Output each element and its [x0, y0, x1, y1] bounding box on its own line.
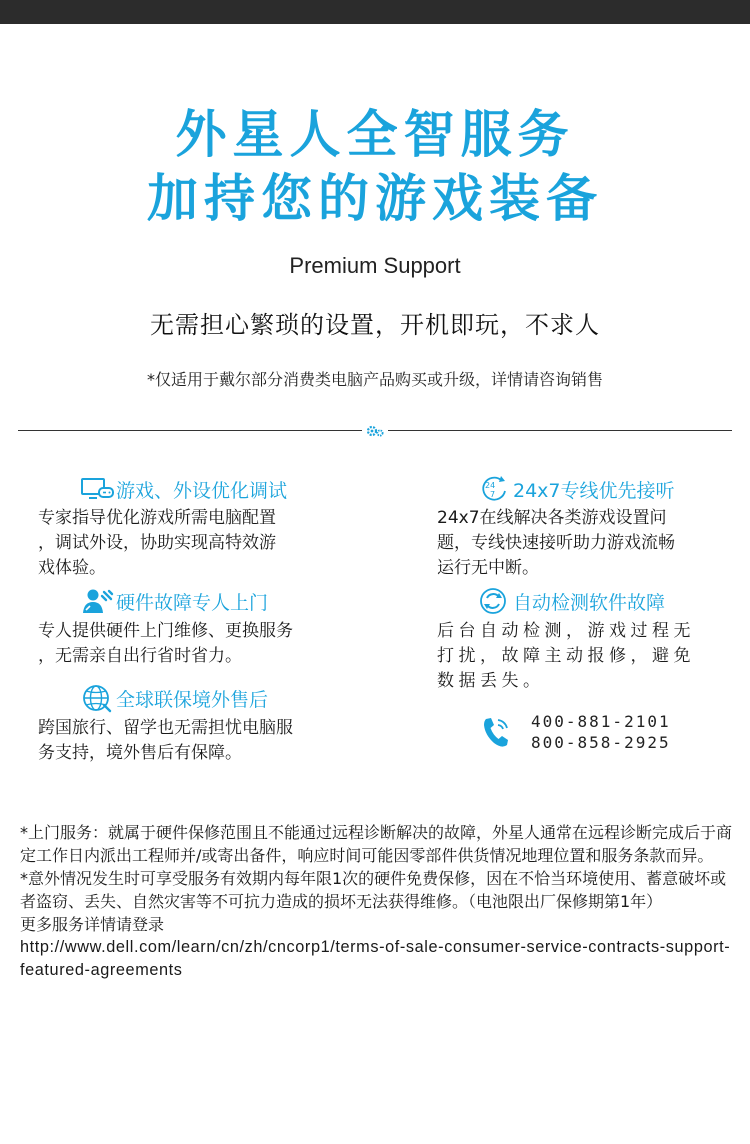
top-bar: [0, 0, 750, 24]
feature-global-text: [38, 716, 293, 766]
24-7-icon: [477, 474, 511, 504]
terms-url-link[interactable]: http://www.dell.com/learn/cn/zh/cncorp1/terms-of-sale-consumer-service-contracts-support-featured-agreements: [20, 938, 731, 979]
feature-autodetect-text: [437, 619, 695, 694]
text-line: ，调试外设，协助实现高特效游: [38, 533, 276, 553]
feature-onsite-title: [80, 586, 268, 616]
more-info-label: 更多服务详情请登录: [20, 915, 165, 934]
feature-247-text: [437, 506, 675, 581]
divider-right: [388, 430, 732, 431]
feature-gaming-title: [80, 474, 287, 504]
text-line: 数据丢失。: [437, 671, 545, 691]
feature-global-label: 全球联保境外售后: [116, 688, 269, 711]
svg-text:7: 7: [490, 490, 496, 499]
feature-gaming-text: [38, 506, 276, 581]
subtitle: Premium Support: [289, 253, 461, 278]
feature-onsite-label: 硬件故障专人上门: [116, 591, 269, 614]
tagline: 无需担心繁琐的设置，开机即玩，不求人: [150, 311, 600, 339]
text-line: 打扰，故障主动报修，避免: [437, 646, 695, 666]
footer-notes: [20, 821, 732, 982]
refresh-check-icon: [477, 586, 511, 616]
svg-text:24: 24: [485, 481, 496, 490]
text-line: 务支持，境外售后有保障。: [38, 743, 242, 763]
hero-title-line2: 加持您的游戏装备: [146, 170, 603, 229]
feature-247-title: [477, 474, 675, 504]
text-line: 后台自动检测，游戏过程无: [437, 621, 695, 641]
feature-autodetect-title: [477, 586, 665, 616]
text-line: 运行无中断。: [437, 558, 539, 578]
technician-icon: [80, 586, 114, 616]
accident-protection-note: *意外情况发生时可享受服务有效期内每年限1次的硬件免费保修，因在不恰当环境使用、蓄意破坏或者盗窃、丢失、自然灾害等不可抗力造成的损坏无法获得维修。（电池限出厂保修期第1年）: [20, 869, 727, 911]
monitor-gamepad-icon: [80, 474, 114, 504]
text-line: 专家指导优化游戏所需电脑配置: [38, 508, 276, 528]
globe-icon: [80, 683, 114, 713]
hero-title-line1: 外星人全智服务: [175, 106, 575, 165]
feature-autodetect-label: 自动检测软件故障: [513, 591, 666, 614]
text-line: 戏体验。: [38, 558, 106, 578]
phone-number-1[interactable]: 400-881-2101: [531, 712, 671, 731]
divider-left: [18, 430, 362, 431]
text-line: 题，专线快速接听助力游戏流畅: [437, 533, 675, 553]
text-line: ，无需亲自出行省时省力。: [38, 646, 242, 666]
text-line: 24x7在线解决各类游戏设置问: [437, 508, 667, 528]
text-line: 跨国旅行、留学也无需担忧电脑服: [38, 718, 293, 738]
eligibility-note: *仅适用于戴尔部分消费类电脑产品购买或升级，详情请咨询销售: [146, 370, 603, 389]
feature-247-label: 24x7专线优先接听: [513, 479, 675, 502]
feature-global-title: [80, 683, 268, 713]
text-line: 专人提供硬件上门维修、更换服务: [38, 621, 293, 641]
feature-gaming-label: 游戏、外设优化调试: [116, 479, 288, 502]
phone-number-2[interactable]: 800-858-2925: [531, 733, 671, 752]
onsite-service-note: *上门服务：就属于硬件保修范围且不能通过远程诊断解决的故障，外星人通常在远程诊断完成后于商定工作日内派出工程师并/或寄出备件，响应时间可能因零部件供货情况地理位置和服务条款而异。: [20, 823, 733, 865]
feature-onsite-text: [38, 619, 293, 669]
gears-icon: [363, 423, 387, 439]
phone-icon: [480, 715, 512, 749]
